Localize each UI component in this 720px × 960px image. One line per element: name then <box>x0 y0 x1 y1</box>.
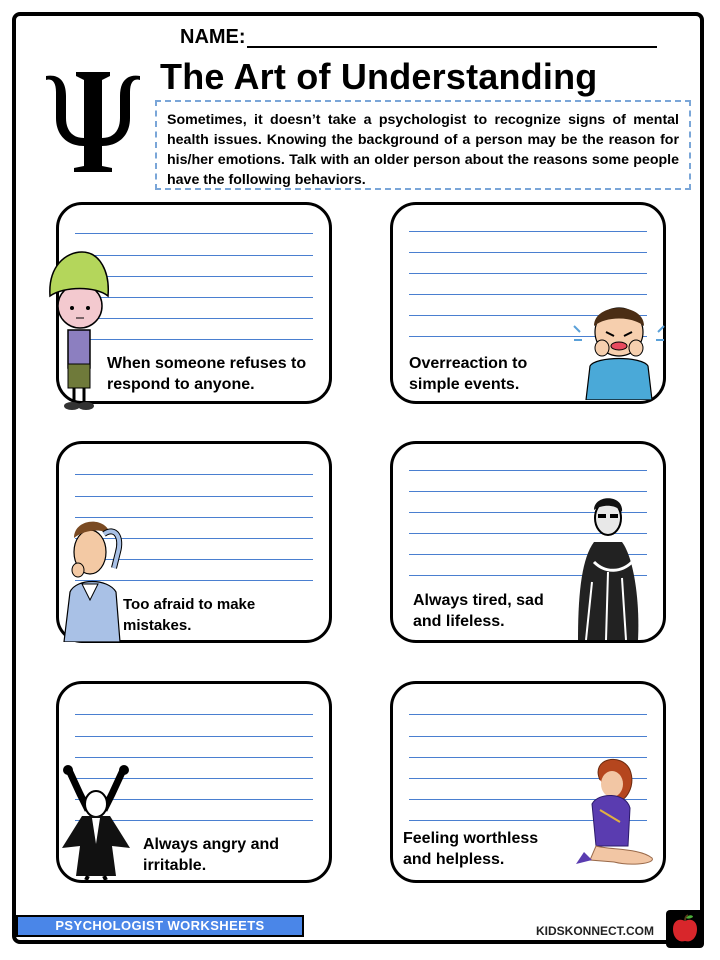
answer-line[interactable] <box>75 714 313 715</box>
card-caption: Too afraid to make mistakes. <box>123 596 256 634</box>
psi-symbol-icon <box>38 66 148 176</box>
name-label: NAME: <box>180 26 246 48</box>
card-caption: Feeling worthless and helpless. <box>403 830 539 868</box>
card-caption: Always angry and irritable. <box>143 836 280 874</box>
card-caption: Overreaction to simple events. <box>409 355 528 393</box>
child-with-green-hat-icon <box>44 250 110 414</box>
angry-man-icon <box>58 764 134 880</box>
answer-line[interactable] <box>409 252 647 253</box>
answer-line[interactable] <box>409 736 647 737</box>
answer-line[interactable] <box>409 294 647 295</box>
answer-line[interactable] <box>75 318 313 319</box>
answer-line[interactable] <box>75 297 313 298</box>
name-field[interactable] <box>247 46 657 48</box>
apple-logo-icon <box>666 910 704 948</box>
answer-line[interactable] <box>409 273 647 274</box>
crying-boy-icon <box>572 296 666 400</box>
answer-line[interactable] <box>409 231 647 232</box>
answer-line[interactable] <box>75 233 313 234</box>
card-caption: Always tired, sad and lifeless. <box>413 592 544 630</box>
answer-line[interactable] <box>409 470 647 471</box>
anxious-man-icon <box>60 512 130 642</box>
answer-line[interactable] <box>409 714 647 715</box>
answer-line[interactable] <box>75 255 313 256</box>
footer-site-link[interactable]: KIDSKONNECT.COM <box>536 924 655 938</box>
card-caption: When someone refuses to respond to anyone. <box>107 355 307 393</box>
intro-text: Sometimes, it doesn’t take a psychologist to recognize signs of mental health issues. Knowing the background of a person may be the reason for his/her emotions. Talk with an older person about the reasons some people have the following behaviors. <box>155 100 691 190</box>
footer-title-bar: PSYCHOLOGIST WORKSHEETS <box>16 915 304 937</box>
answer-line[interactable] <box>75 736 313 737</box>
answer-line[interactable] <box>75 339 313 340</box>
page-title: The Art of Understanding <box>160 56 598 97</box>
answer-line[interactable] <box>75 276 313 277</box>
sad-woman-icon <box>570 752 658 870</box>
answer-line[interactable] <box>75 496 313 497</box>
tired-woman-icon <box>572 492 644 640</box>
answer-line[interactable] <box>75 474 313 475</box>
answer-line[interactable] <box>75 757 313 758</box>
